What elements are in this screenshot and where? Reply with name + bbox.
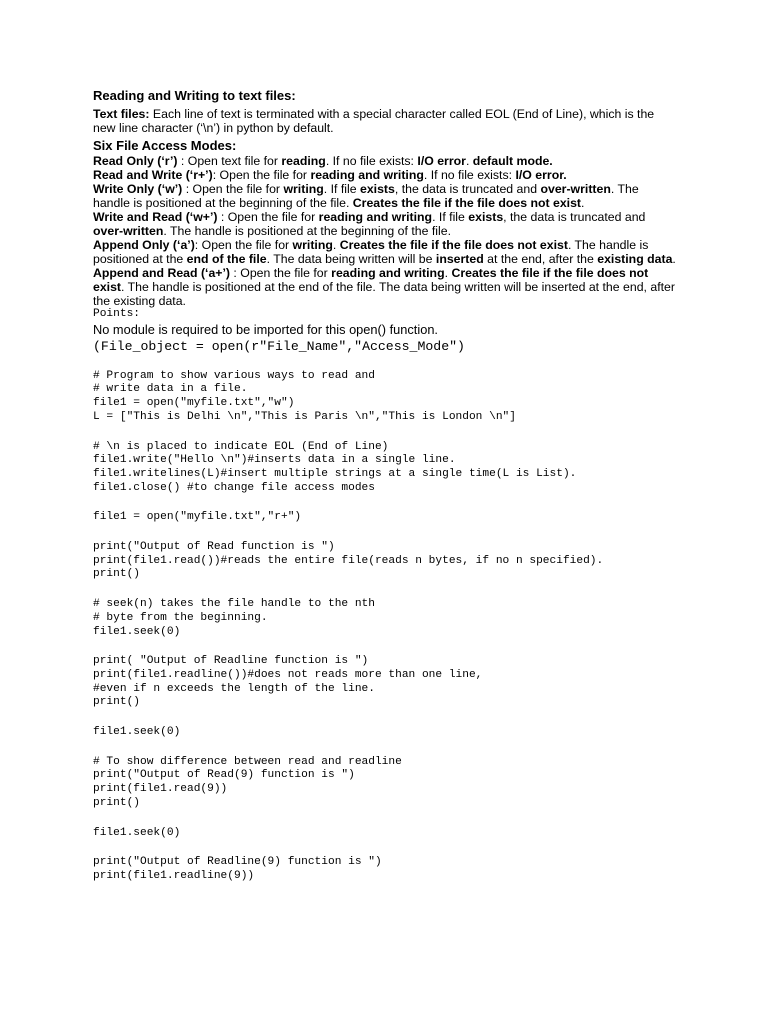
code-block-4: print("Output of Read function is ") print(file1.read())#reads the entire file(reads n bytes, if no n specified). print() bbox=[93, 541, 604, 581]
code-block-7: file1.seek(0) bbox=[93, 726, 181, 739]
mode-label: Append Only (‘a’) bbox=[93, 238, 195, 252]
code-block-8: # To show difference between read and readline print("Output of Read(9) function is ") print(file1.read(9)) print() bbox=[93, 755, 402, 809]
mode-write-only: Write Only (‘w’) : Open the file for writing. If file exists, the data is truncated and over-written. The handle is positioned at the beginning of the file. Creates the file if the file does not exist. bbox=[93, 182, 639, 210]
mode-label: Write Only (‘w’) bbox=[93, 182, 183, 196]
code-block-5: # seek(n) takes the file handle to the nth # byte from the beginning. file1.seek(0) bbox=[93, 598, 375, 638]
code-block-10: print("Output of Readline(9) function is ") print(file1.readline(9)) bbox=[93, 856, 382, 882]
mode-label: Append and Read (‘a+’) bbox=[93, 266, 230, 280]
code-block-9: file1.seek(0) bbox=[93, 826, 181, 839]
mode-label: Write and Read (‘w+’) bbox=[93, 210, 218, 224]
mode-append-only: Append Only (‘a’): Open the file for writing. Creates the file if the file does not exist. The handle is positioned at the end of the file. The data being written will be inserted at the end, after the existing data. bbox=[93, 238, 676, 266]
code-block-2: # \n is placed to indicate EOL (End of Line) file1.write("Hello \n")#inserts data in a single line. file1.writelines(L)#insert multiple strings at a single time(L is List). file1.close() #to change file access modes bbox=[93, 440, 577, 494]
mode-append-read: Append and Read (‘a+’) : Open the file for reading and writing. Creates the file if the file does not exist. The handle is positioned at the end of the file. The data being written will be inserted at the end, after the existing data. bbox=[93, 266, 675, 308]
mode-read-only: Read Only (‘r’) : Open text file for reading. If no file exists: I/O error. default mode. bbox=[93, 154, 553, 168]
open-signature: (File_object = open(r"File_Name","Access_Mode") bbox=[93, 338, 465, 354]
doc-title: Reading and Writing to text files: bbox=[93, 88, 296, 103]
modes-heading: Six File Access Modes: bbox=[93, 138, 237, 153]
intro-text: Each line of text is terminated with a special character called EOL (End of Line), which is the new line character (‘\n’) in python by default. bbox=[93, 107, 655, 135]
mode-label: Read and Write (‘r+’) bbox=[93, 168, 213, 182]
intro-paragraph bbox=[93, 107, 678, 135]
mode-label: Read Only (‘r’) bbox=[93, 154, 178, 168]
code-block-1: # Program to show various ways to read and # write data in a file. file1 = open("myfile.txt","w") L = ["This is Delhi \n","This is Paris \n","This is London \n"] bbox=[93, 369, 516, 423]
document-page bbox=[93, 88, 678, 884]
points-label: Points: bbox=[93, 308, 140, 320]
mode-read-write: Read and Write (‘r+’): Open the file for reading and writing. If no file exists: I/O error. bbox=[93, 168, 567, 182]
module-note: No module is required to be imported for this open() function. bbox=[93, 321, 438, 337]
intro-label: Text files: bbox=[93, 107, 150, 121]
code-block-6: print( "Output of Readline function is ") print(file1.readline())#does not reads more than one line, #even if n exceeds the length of the line. print() bbox=[93, 655, 483, 709]
code-block-3: file1 = open("myfile.txt","r+") bbox=[93, 511, 302, 524]
mode-write-read: Write and Read (‘w+’) : Open the file for reading and writing. If file exists, the data is truncated and over-written. The handle is positioned at the beginning of the file. bbox=[93, 210, 646, 238]
